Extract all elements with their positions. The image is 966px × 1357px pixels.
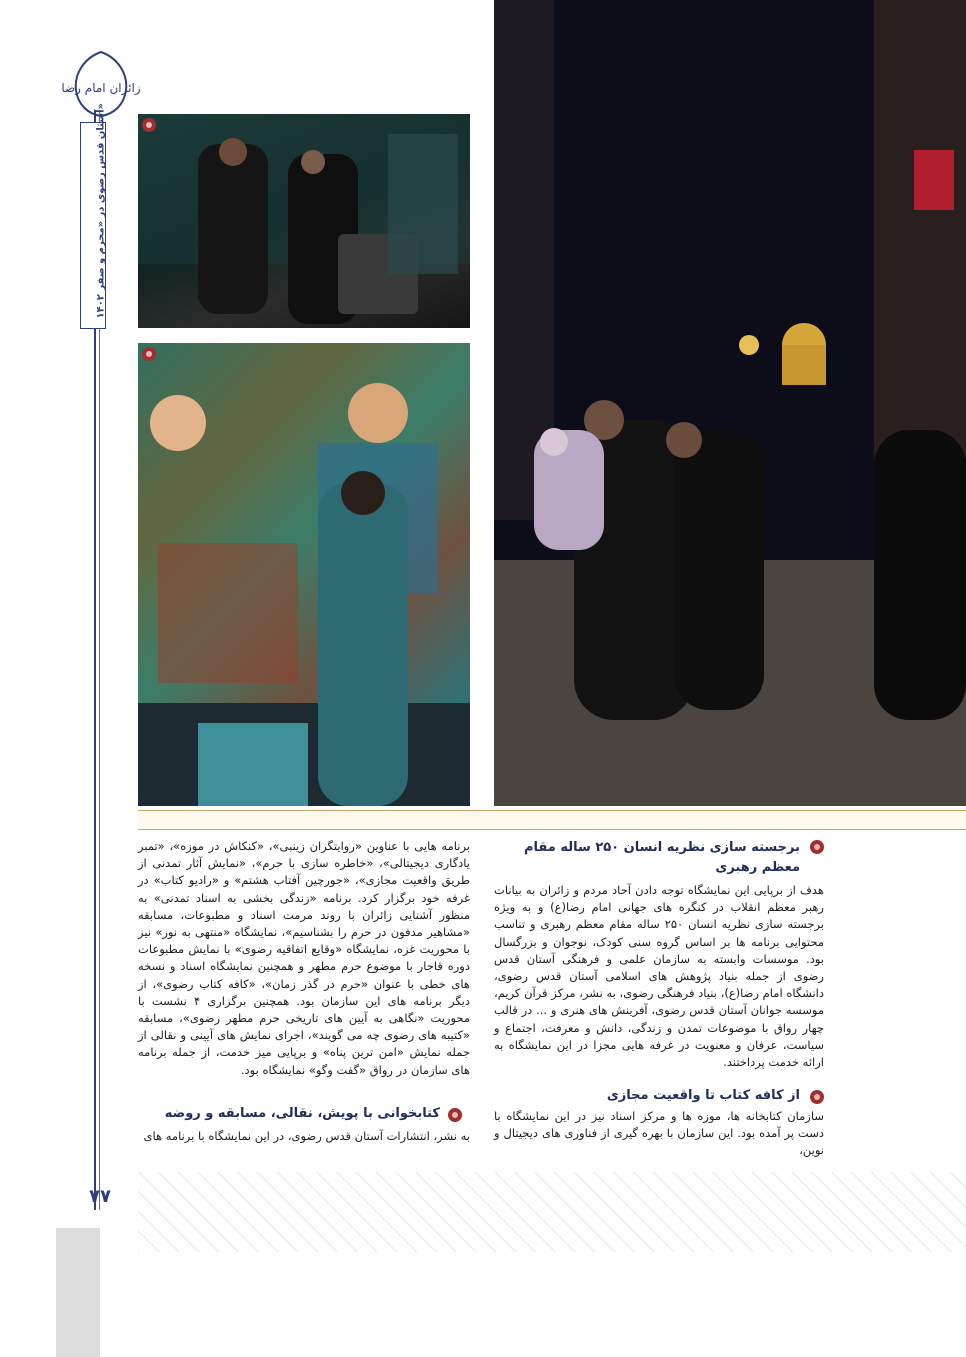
- photo-night-pilgrims: [494, 0, 966, 806]
- photo-reception-scene: [138, 114, 470, 328]
- section-body-virtual: سازمان کتابخانه ها، موزه ها و مرکز اسناد نیز در این نمایشگاه با دست پر آمده بود. این سازمان با بهره گیری از فناوری های دیجیتال و نوین،: [494, 1109, 824, 1158]
- section-heading-virtual: از کافه کتاب تا واقعیت مجازی: [606, 1088, 800, 1103]
- section-heading-reading: کتابخوانی با پویش، نقالی، مسابقه و روضه: [164, 1106, 440, 1121]
- flower-ornament-icon: [808, 838, 826, 856]
- page-tab: [56, 1228, 100, 1357]
- section-body-reading: به نشر، انتشارات آستان قدس رضوی، در این نمایشگاه با برنامه های: [143, 1129, 470, 1143]
- issue-label-box: [80, 103, 107, 329]
- photo-reception: [138, 114, 470, 328]
- flower-ornament-icon: [140, 345, 158, 363]
- page-number: ۷۷: [89, 1186, 111, 1207]
- photo-night-scene: [494, 0, 966, 806]
- photo-painting-scene: [138, 343, 470, 806]
- section-body-theory: هدف از برپایی این نمایشگاه توجه دادن آحاد مردم و زائران به بیانات رهبر معظم انقلاب در کنگره های جهانی امام رضا(ع) و به ویژه برجسته سازی نظریه انسان ۲۵۰ ساله مقام معظم رهبری و تناسب محتوایی برنامه ها بر اساس گروه سنی کودک، نوجوان و بزرگسال بود. موسسات وابسته به سازمان علمی و فرهنگی آستان قدس رضوی از جمله بنیاد پژوهش های اسلامی آستان قدس رضوی، دانشگاه امام رضا(ع)، بنیاد فرهنگی رضوی، به نشر، مرکز قرآن کریم، موسسه جوانان آستان قدس رضوی، آفرینش های هنری و ... در قالب چهار رواق با موضوعات تمدن و زندگی، دانش و معرفت، اجتماع و سیاست، عرفان و معنویت در غرفه هایی مجزا در این نمایشگاه به ارائه خدمت پرداختند.: [494, 883, 824, 1070]
- section-body-programs: برنامه هایی با عناوین «روایتگران زینبی»، «کنکاش در موزه»، «تمبر یادگاری دیجیتالی»، «خاطره سازی با حرم»، «نمایش آثار تمدنی از طریق واقعیت مجازی»، «جورچین آفتاب هشتم» و «رادیو کتاب» در غرفه خود برگزار کرد. برنامه «زندگی بخشی به اسناد تمدنی» به منظور آشنایی زائران با روند مرمت اسناد و مطبوعات، مسابقه «مشاهیر مدفون در حرم را بشناسیم»، نمایشگاه «منتهی به نور» نیز با محوریت غزه، نمایشگاه «وقایع اتفاقیه رضوی» با نمایش مطبوعات دوره قاجار با موضوع حرم مطهر و همچنین نمایشگاه اسناد و نسخه های خطی با عنوان «حرم در گذر زمان»، «کافه کتاب رضوی»، از دیگر برنامه های این سازمان بود. همچنین برگزاری ۴ نشست با محوریت «نگاهی به آیین های تاریخی حرم مطهر رضوی»، مسابقه «کتیبه های رضوی چه می گویند»، اجرای نمایش های آیینی و نقالی از جمله نمایش «امن ترین پناه» و برپایی میز خدمت، از جمله برنامه های سازمان در رواق «گفت وگو» نمایشگاه بود.: [138, 839, 470, 1077]
- decorative-pattern: [138, 1172, 966, 1252]
- magazine-logo-text: زائران امام رضا: [61, 81, 141, 95]
- ornament-band: [138, 810, 966, 830]
- flower-ornament-icon: [140, 116, 158, 134]
- photo-painting: [138, 343, 470, 806]
- section-heading-theory: برجسته سازی نظریه انسان ۲۵۰ ساله مقام معظم رهبری: [524, 840, 800, 875]
- issue-label: آستان قدس رضوی در «محرم و صفر ۱۴۰۲»: [95, 103, 107, 319]
- flower-ornament-icon: [446, 1106, 464, 1124]
- flower-ornament-icon: [808, 1088, 826, 1106]
